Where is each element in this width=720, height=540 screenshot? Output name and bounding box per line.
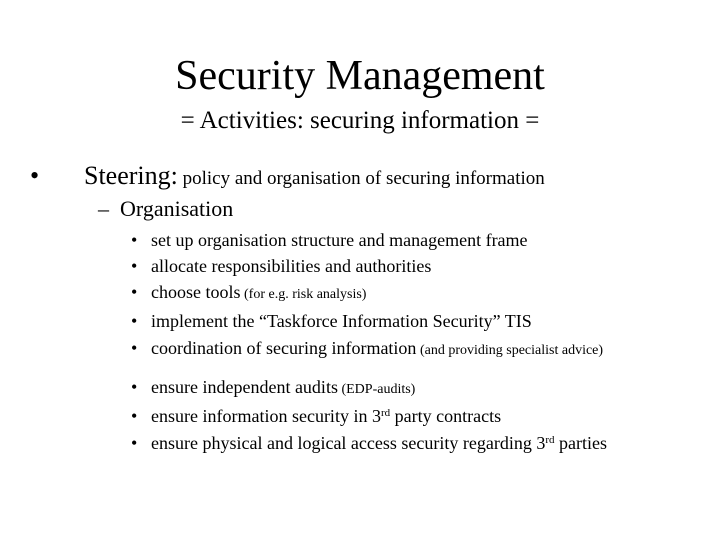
list-item bbox=[131, 253, 651, 279]
bullet-steering bbox=[30, 160, 545, 195]
bullet-icon: • bbox=[131, 406, 138, 426]
ordinal-superscript: rd bbox=[545, 434, 555, 446]
steering-label: Steering: bbox=[84, 161, 178, 190]
list-item-text: choose tools bbox=[151, 282, 241, 302]
bullet-icon: • bbox=[131, 256, 138, 276]
bullet-icon: • bbox=[30, 161, 40, 190]
list-item-text-end: party contracts bbox=[390, 406, 502, 426]
list-item-note: (for e.g. risk analysis) bbox=[240, 287, 367, 302]
slide-subtitle: = Activities: securing information = bbox=[180, 107, 540, 134]
list-item bbox=[131, 308, 651, 334]
list-item bbox=[131, 334, 651, 361]
list-item-note: (EDP-audits) bbox=[337, 382, 416, 397]
list-item bbox=[131, 374, 691, 403]
list-item-text: set up organisation structure and management frame bbox=[151, 230, 528, 250]
bullet-icon: • bbox=[131, 433, 138, 453]
list-item-text: ensure independent audits bbox=[151, 377, 338, 397]
list-item bbox=[131, 227, 651, 253]
organisation-label: Organisation bbox=[120, 196, 234, 221]
list-item bbox=[131, 279, 651, 308]
steering-description: policy and organisation of securing information bbox=[177, 168, 545, 189]
bullet-icon: • bbox=[131, 230, 138, 250]
list-item-text: coordination of securing information bbox=[151, 338, 417, 358]
bullet-icon: • bbox=[131, 282, 138, 302]
dash-icon: – bbox=[98, 196, 109, 221]
list-item-text: allocate responsibilities and authorities bbox=[151, 256, 432, 276]
bullet-icon: • bbox=[131, 311, 138, 331]
list-item-text: ensure information security in 3 bbox=[151, 406, 381, 426]
list-item bbox=[131, 403, 691, 430]
list-item-note: (and providing specialist advice) bbox=[416, 343, 604, 358]
subbullet-organisation bbox=[98, 195, 233, 223]
list-item-text-end: parties bbox=[554, 433, 608, 453]
ordinal-superscript: rd bbox=[380, 407, 391, 419]
organisation-items-list bbox=[131, 227, 651, 361]
bullet-icon: • bbox=[131, 338, 138, 358]
ensure-items-list bbox=[131, 374, 691, 457]
list-item-text: ensure physical and logical access security regarding 3 bbox=[151, 433, 546, 453]
slide-title: Security Management bbox=[175, 53, 545, 99]
list-item-text: implement the “Taskforce Information Security” TIS bbox=[151, 311, 532, 331]
list-item bbox=[131, 430, 691, 457]
bullet-icon: • bbox=[131, 377, 138, 397]
